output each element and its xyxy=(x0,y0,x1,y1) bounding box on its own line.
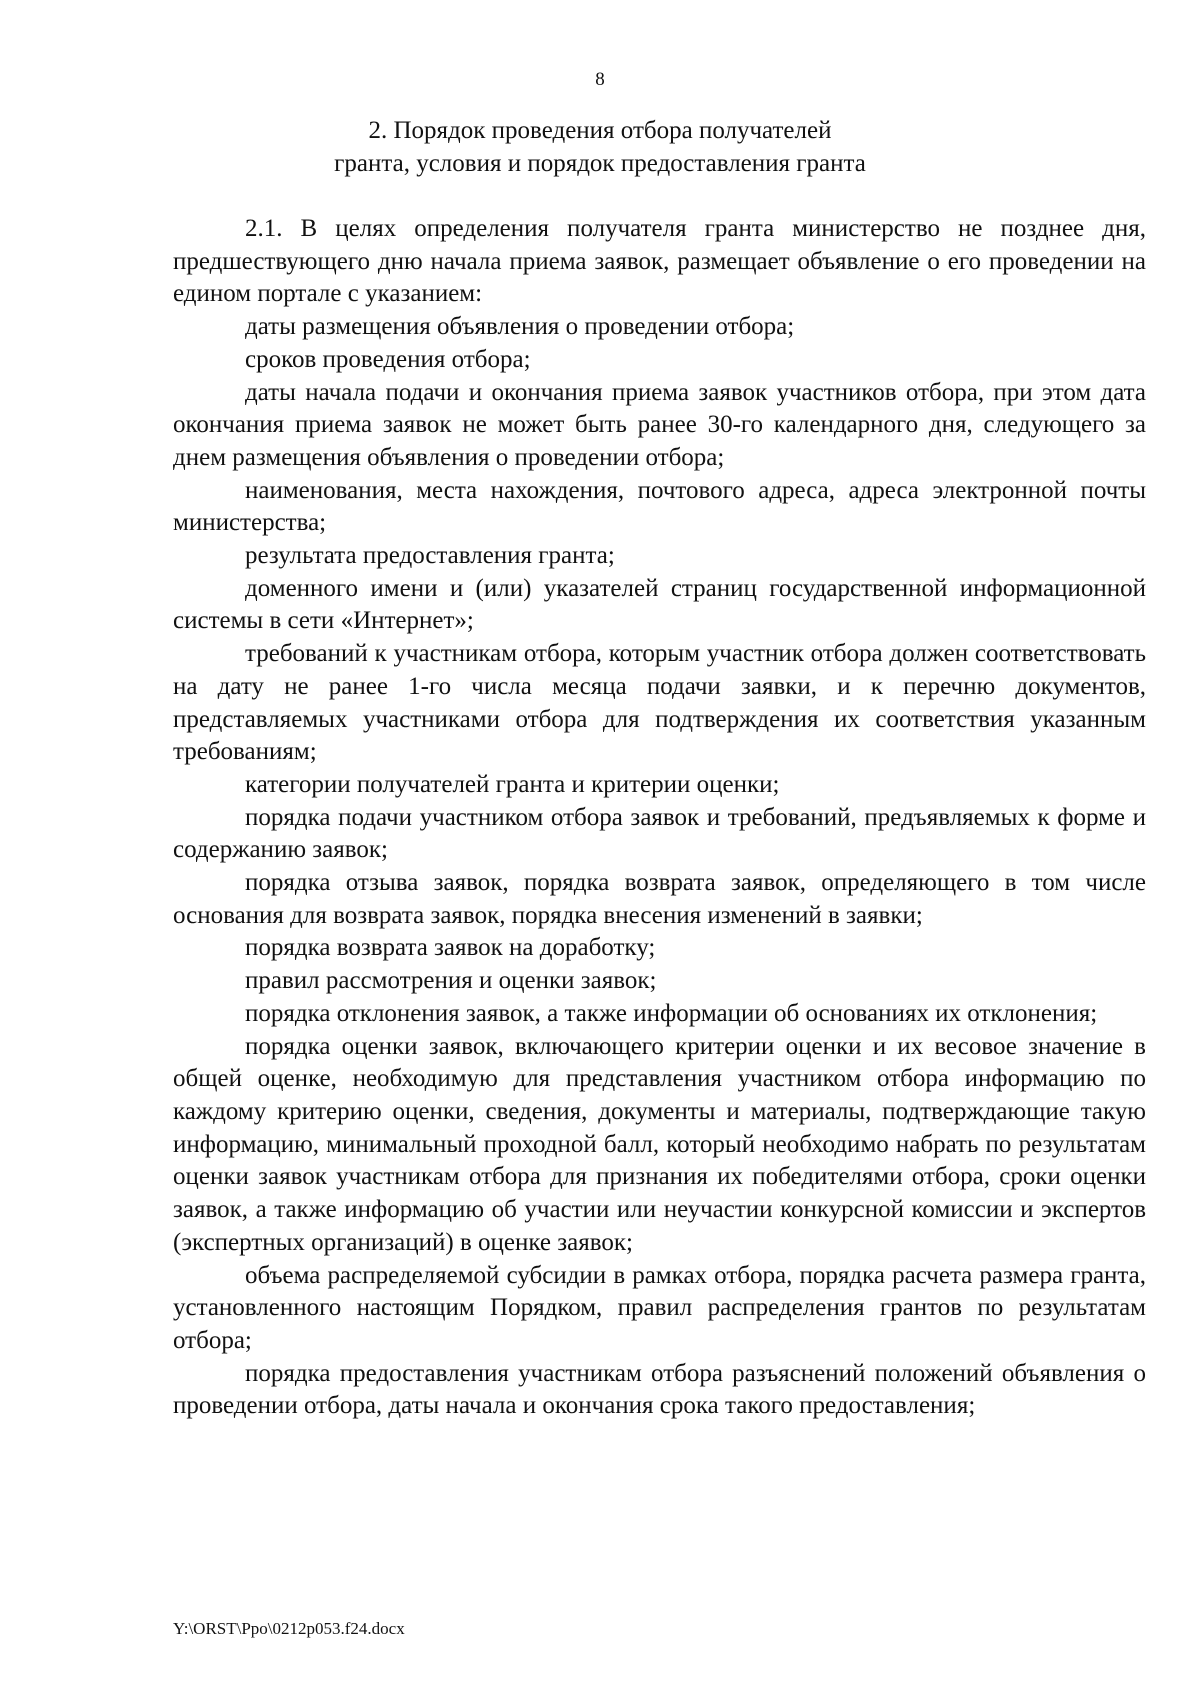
paragraph: порядка подачи участником отбора заявок и требований, предъявляемых к форме и содержанию заявок; xyxy=(173,803,1146,864)
paragraph: 2.1. В целях определения получателя гранта министерство не позднее дня, предшествующего дню начала приема заявок, размещает объявление о его проведении на едином портале с указанием: xyxy=(173,215,1146,308)
section-title-line-2: гранта, условия и порядок предоставления гранта xyxy=(334,150,866,177)
paragraph: порядка возврата заявок на доработку; xyxy=(245,934,656,962)
section-title xyxy=(0,114,1200,180)
paragraph: доменного имени и (или) указателей страниц государственной информационной системы в сети «Интернет»; xyxy=(173,574,1146,635)
footer-file-path: Y:\ORST\Ppo\0212p053.f24.docx xyxy=(173,1619,405,1638)
paragraph: порядка предоставления участникам отбора разъяснений положений объявления о проведении отбора, даты начала и окончания срока такого предоставления; xyxy=(173,1359,1146,1420)
paragraph: даты размещения объявления о проведении отбора; xyxy=(245,313,795,341)
paragraph: объема распределяемой субсидии в рамках отбора, порядка расчета размера гранта, установленного настоящим Порядком, правил распределения грантов по результатам отбора; xyxy=(173,1261,1146,1354)
paragraph: правил рассмотрения и оценки заявок; xyxy=(245,967,657,995)
paragraph: даты начала подачи и окончания приема заявок участников отбора, при этом дата окончания приема заявок не может быть ранее 30-го календарного дня, следующего за днем размещения объявления о проведении отбора; xyxy=(173,378,1146,471)
paragraph: наименования, места нахождения, почтового адреса, адреса электронной почты министерства; xyxy=(173,476,1146,537)
paragraph: порядка отзыва заявок, порядка возврата заявок, определяющего в том числе основания для возврата заявок, порядка внесения изменений в заявки; xyxy=(173,869,1146,929)
paragraph: сроков проведения отбора; xyxy=(245,345,531,373)
page-number: 8 xyxy=(595,69,605,90)
section-title-line-1: 2. Порядок проведения отбора получателей xyxy=(368,117,832,144)
paragraph: категории получателей гранта и критерии оценки; xyxy=(245,770,780,798)
document-body xyxy=(173,213,1146,1423)
paragraph: результата предоставления гранта; xyxy=(245,542,615,570)
paragraph: требований к участникам отбора, которым участник отбора должен соответствовать на дату не ранее 1-го числа месяца подачи заявки, и к перечню документов, представляемых участниками отбора для подтверждения их соответствия указанным требованиям; xyxy=(173,640,1146,766)
paragraph: порядка отклонения заявок, а также информации об основаниях их отклонения; xyxy=(245,999,1098,1027)
paragraph: порядка оценки заявок, включающего критерии оценки и их весовое значение в общей оценке, необходимую для представления участником отбора информацию по каждому критерию оценки, сведения, документы и материалы, подтверждающие такую информацию, минимальный проходной балл, который необходимо набрать по результатам оценки заявок участникам отбора для признания их победителями отбора, сроки оценки заявок, а также информацию об участии или неучастии конкурсной комиссии и экспертов (экспертных организаций) в оценке заявок; xyxy=(173,1032,1146,1256)
